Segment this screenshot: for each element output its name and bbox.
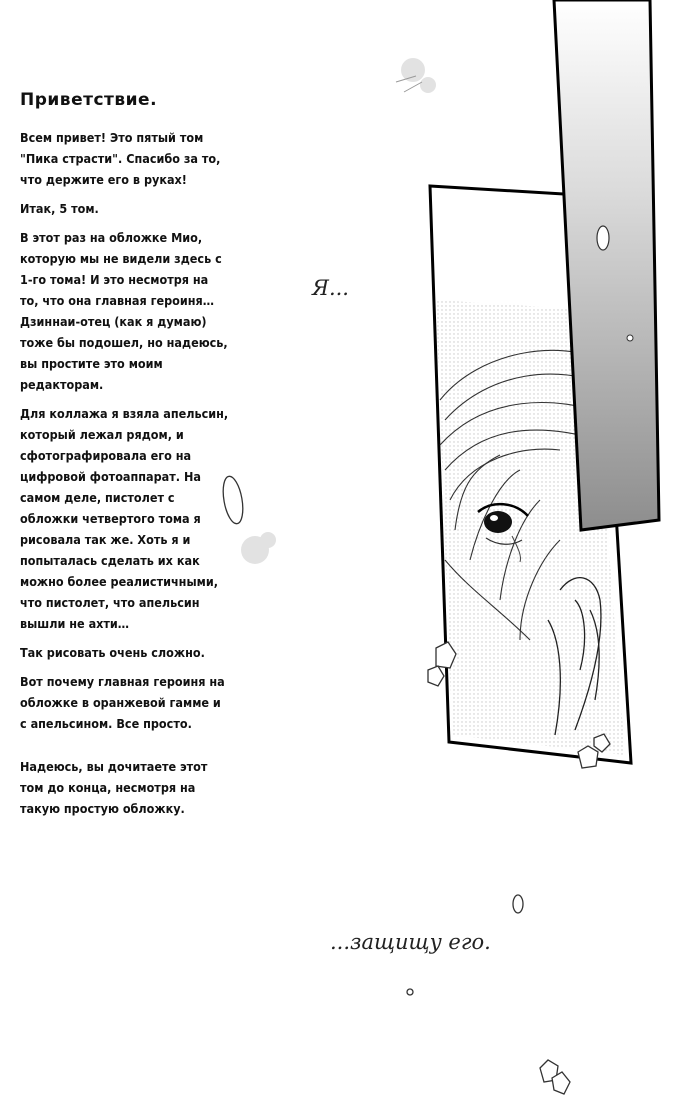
notes-paragraph: Так рисовать очень сложно. bbox=[20, 645, 205, 660]
notes-paragraph: Для коллажа я взяла апельсин, который лежал рядом, и сфотографировала его на цифровой фотоаппарат. На самом деле, пистолет с обложки четвертого тома я рисовала так же. Хоть я и попыталась сделать их как можно более реалистичными, что пистолет, что апельсин вышли не ахти… bbox=[20, 406, 229, 631]
author-notes bbox=[20, 90, 230, 827]
notes-paragraph: Надеюсь, вы дочитаете этот том до конца, несмотря на такую простую обложку. bbox=[20, 759, 208, 816]
notes-title: Приветствие. bbox=[20, 90, 158, 110]
notes-paragraph: Вот почему главная героиня на обложке в оранжевой гамме и с апельсином. Все просто. bbox=[20, 674, 225, 731]
notes-paragraph: Итак, 5 том. bbox=[20, 201, 99, 216]
notes-paragraph: В этот раз на обложке Мио, которую мы не видели здесь с 1-го тома! И это несмотря на то, что она главная героиня… Дзиннаи-отец (как я думаю) тоже бы подошел, но надеюсь, вы простите это моим редакторам. bbox=[20, 230, 228, 392]
caption-top: Я... bbox=[312, 276, 349, 300]
notes-paragraph: Всем привет! Это пятый том "Пика страсти". Спасибо за то, что держите его в руках! bbox=[20, 130, 221, 187]
caption-bottom: ...защищу его. bbox=[330, 930, 491, 954]
smudges bbox=[241, 58, 436, 564]
